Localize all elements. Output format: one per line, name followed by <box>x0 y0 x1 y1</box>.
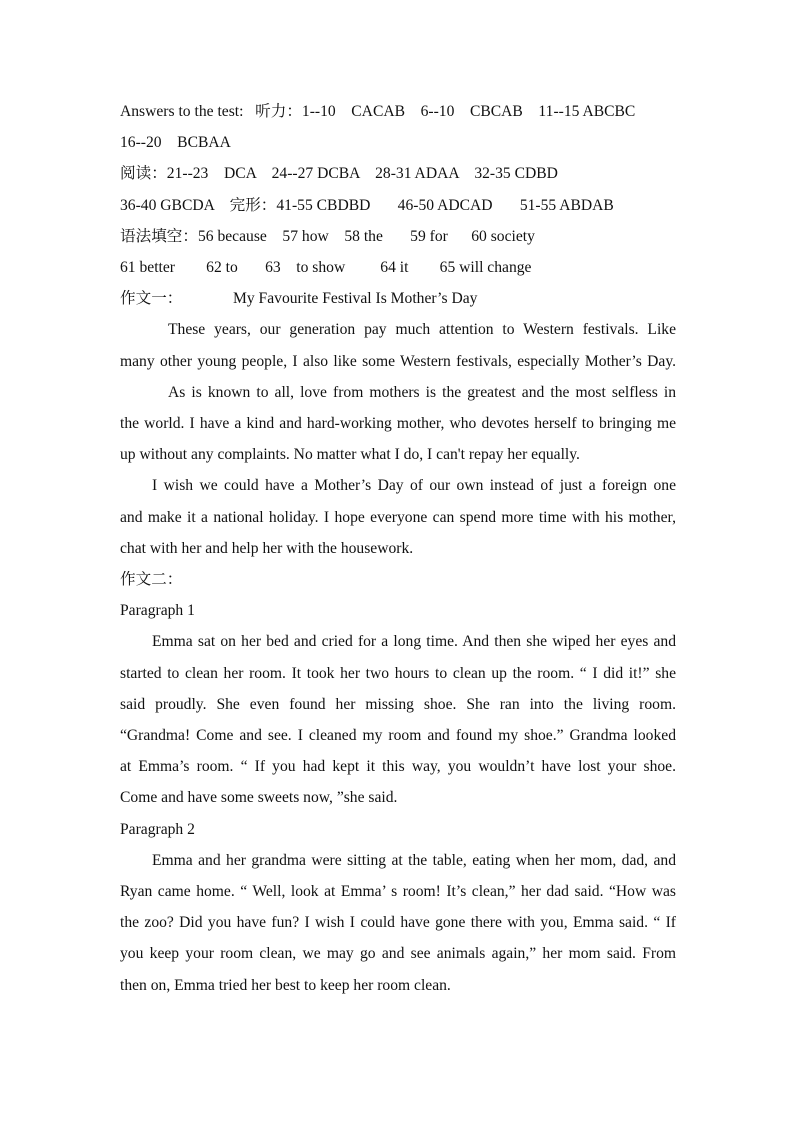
paragraph1-line: said proudly. She even found her missing shoe. She ran into the living room. <box>120 696 676 713</box>
essay1-line: and make it a national holiday. I hope everyone can spend more time with his mother, <box>120 509 676 526</box>
paragraph2-line: you keep your room clean, we may go and see animals again,” her mom said. From <box>120 945 676 962</box>
paragraph2-line: the zoo? Did you have fun? I wish I could have gone there with you, Emma said. “ If <box>120 914 676 931</box>
paragraph2-label: Paragraph 2 <box>120 821 195 838</box>
answers-line-1: Answers to the test: 听力：1--10 CACAB 6--10 CBCAB 11--15 ABCBC <box>120 103 636 120</box>
paragraph1-label: Paragraph 1 <box>120 602 195 619</box>
paragraph2-line: Emma and her grandma were sitting at the table, eating when her mom, dad, and <box>152 852 676 869</box>
paragraph1-line: Come and have some sweets now, ”she said. <box>120 789 398 806</box>
paragraph1-line: Emma sat on her bed and cried for a long time. And then she wiped her eyes and <box>152 633 676 650</box>
essay1-line: These years, our generation pay much attention to Western festivals. Like <box>168 321 676 338</box>
essay1-line: many other young people, I also like some Western festivals, especially Mother’s Day. <box>120 353 676 370</box>
essay1-line: up without any complaints. No matter what I do, I can't repay her equally. <box>120 446 580 463</box>
answers-line-4: 36-40 GBCDA 完形：41-55 CBDBD 46-50 ADCAD 51-55 ABDAB <box>120 197 614 214</box>
essay2-label: 作文二： <box>120 571 183 588</box>
essay1-line: I wish we could have a Mother’s Day of our own instead of just a foreign one <box>152 477 676 494</box>
paragraph1-line: “Grandma! Come and see. I cleaned my room and found my shoe.” Grandma looked <box>120 727 676 744</box>
paragraph2-line: then on, Emma tried her best to keep her room clean. <box>120 977 451 994</box>
answers-line-2: 16--20 BCBAA <box>120 134 231 151</box>
essay1-line: the world. I have a kind and hard-working mother, who devotes herself to bringing me <box>120 415 676 432</box>
essay1-label: 作文一： <box>120 290 183 307</box>
answers-line-3: 阅读：21--23 DCA 24--27 DCBA 28-31 ADAA 32-35 CDBD <box>120 165 558 182</box>
essay1-title: My Favourite Festival Is Mother’s Day <box>233 290 478 307</box>
paragraph1-line: started to clean her room. It took her two hours to clean up the room. “ I did it!” she <box>120 665 676 682</box>
answers-line-6: 61 better 62 to 63 to show 64 it 65 will change <box>120 259 532 276</box>
paragraph2-line: Ryan came home. “ Well, look at Emma’ s room! It’s clean,” her dad said. “How was <box>120 883 676 900</box>
paragraph1-line: at Emma’s room. “ If you had kept it this way, you wouldn’t have lost your shoe. <box>120 758 676 775</box>
answers-line-5: 语法填空：56 because 57 how 58 the 59 for 60 society <box>120 228 535 245</box>
essay1-line: As is known to all, love from mothers is the greatest and the most selfless in <box>168 384 676 401</box>
essay1-line: chat with her and help her with the housework. <box>120 540 414 557</box>
